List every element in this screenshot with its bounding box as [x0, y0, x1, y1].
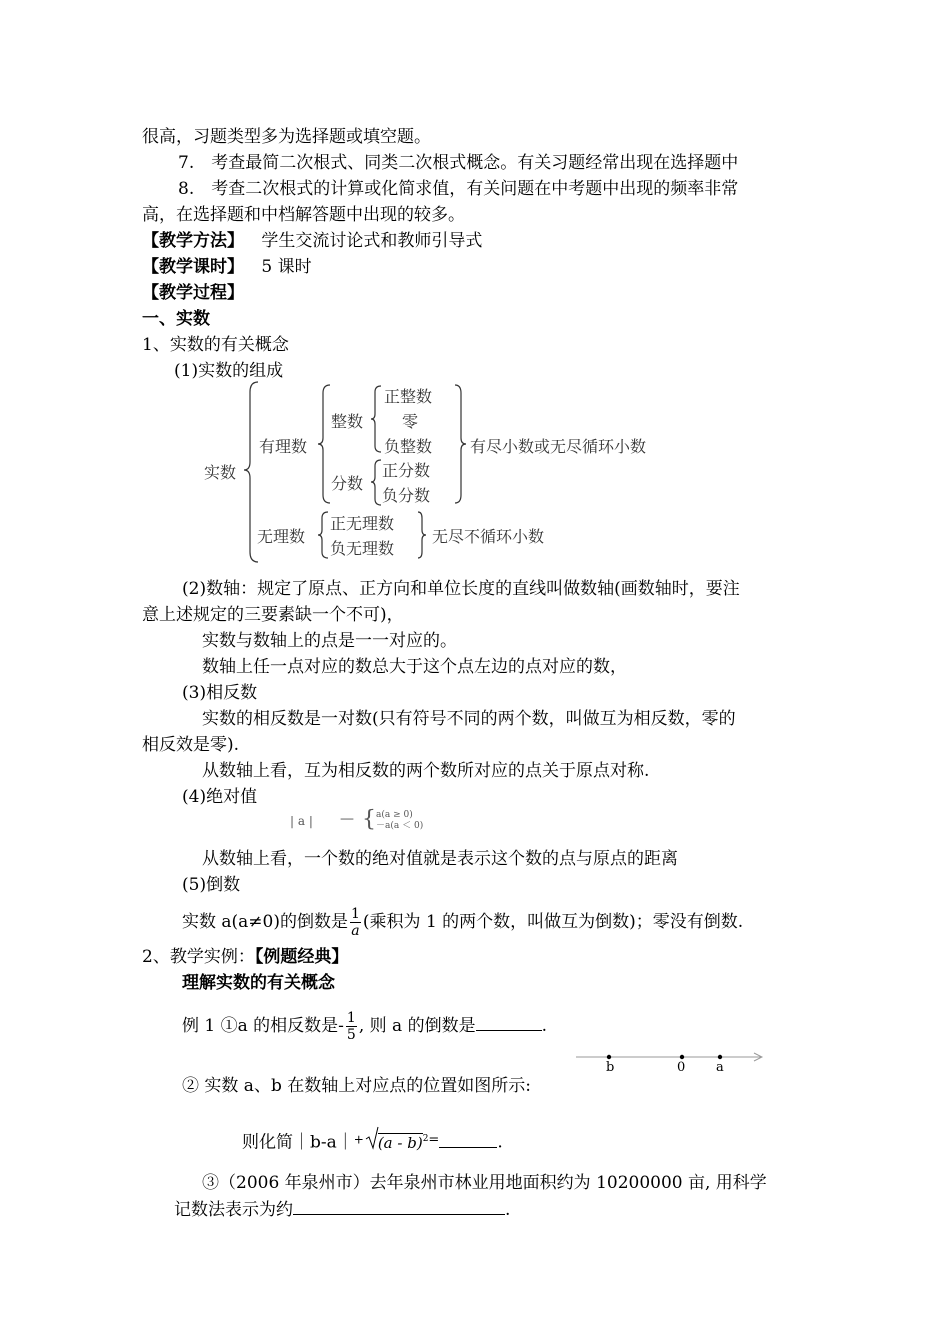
method-value: 学生交流讨论式和教师引导式 — [261, 231, 483, 251]
ex1-pre: 例 1 ①a 的相反数是- — [182, 1016, 344, 1036]
point-0 — [680, 1055, 684, 1059]
ex2-simplify-pre: 则化简 — [242, 1132, 293, 1153]
abs-dash: — — [340, 811, 354, 827]
ex2-abs: ｜b-a｜ — [293, 1132, 354, 1153]
opposite-title: (3)相反数 — [182, 683, 258, 703]
reciprocal-num: 1 — [351, 906, 360, 922]
tree-neg-frac: 负分数 — [382, 486, 431, 505]
section-1-subtitle: 1、实数的有关概念 — [142, 335, 289, 355]
opposite-line-2: 相反效是零). — [142, 735, 240, 755]
process-label: 【教学过程】 — [142, 283, 244, 303]
section-2-title-bold: 【例题经典】 — [254, 947, 349, 967]
ex1-post: , 则 a 的倒数是 — [358, 1016, 476, 1036]
section-1-item-1: (1)实数的组成 — [174, 361, 284, 381]
ex2-exponent: 2 — [422, 1134, 429, 1144]
ex1-den: 5 — [346, 1027, 356, 1043]
ex2-end: . — [497, 1132, 503, 1153]
tree-rational: 有理数 — [259, 437, 308, 456]
abs-bars: | a | — [290, 814, 313, 828]
ex2-answer-blank[interactable] — [439, 1129, 497, 1148]
reciprocal-den: a — [351, 923, 360, 939]
tree-pos-irr: 正无理数 — [330, 514, 395, 533]
tree-pos-frac: 正分数 — [382, 461, 431, 480]
intro-line-2: 7. 考查最简二次根式、同类二次根式概念。有关习题经常出现在选择题中 — [178, 153, 739, 173]
ex2-plus: + — [353, 1132, 364, 1147]
abs-case-1: a(a ≥ 0) — [376, 810, 413, 820]
tree-neg-int: 负整数 — [384, 437, 433, 456]
axis-line-1: (2)数轴：规定了原点、正方向和单位长度的直线叫做数轴(画数轴时，要注 — [182, 579, 740, 599]
number-line-label-a: a — [716, 1060, 724, 1075]
tree-rational-note: 有尽小数或无尽循环小数 — [470, 437, 647, 456]
example-3-line-2 — [174, 1196, 510, 1223]
reciprocal-title: (5)倒数 — [182, 875, 241, 895]
hours-label: 【教学课时】 — [142, 257, 244, 277]
example-2: ② 实数 a、b 在数轴上对应点的位置如图所示: — [182, 1076, 531, 1096]
section-2-title-pre: 2、教学实例： — [142, 947, 255, 967]
tree-zero: 零 — [402, 412, 419, 431]
tree-neg-irr: 负无理数 — [330, 539, 395, 558]
intro-line-4: 高，在选择题和中档解答题中出现的较多。 — [142, 205, 465, 225]
tree-irrational: 无理数 — [257, 527, 306, 546]
abs-case-2: －a(a ＜ 0) — [376, 821, 424, 831]
ex3-answer-blank[interactable] — [293, 1196, 505, 1215]
absolute-title: (4)绝对值 — [182, 787, 258, 807]
number-line-label-b: b — [606, 1060, 615, 1075]
ex1-end: . — [541, 1016, 548, 1036]
ex3-line2-text: 记数法表示为约 — [174, 1200, 293, 1220]
point-a — [718, 1055, 722, 1059]
section-1-title: 一、实数 — [142, 309, 210, 329]
ex2-radicand: (a - b) — [377, 1133, 423, 1152]
opposite-line-1: 实数的相反数是一对数(只有符号不同的两个数，叫做互为相反数，零的 — [202, 709, 736, 729]
ex2-sqrt — [366, 1126, 429, 1156]
tree-real: 实数 — [204, 463, 237, 482]
point-b — [607, 1055, 611, 1059]
tree-fraction: 分数 — [331, 474, 364, 493]
section-2-subtitle: 理解实数的有关概念 — [182, 973, 335, 993]
reciprocal-post: (乘积为 1 的两个数，叫做互为倒数)；零没有倒数. — [362, 912, 744, 932]
ex3-end: . — [505, 1200, 511, 1220]
ex2-eq: = — [428, 1132, 440, 1148]
tree-pos-int: 正整数 — [384, 387, 433, 406]
intro-line-1: 很高，习题类型多为选择题或填空题。 — [142, 127, 431, 147]
abs-brace: { — [362, 807, 376, 832]
absolute-line-1: 从数轴上看，一个数的绝对值就是表示这个数的点与原点的距离 — [202, 849, 678, 869]
method-label: 【教学方法】 — [142, 231, 244, 251]
intro-line-3: 8. 考查二次根式的计算或化简求值，有关问题在中考题中出现的频率非常 — [178, 179, 739, 199]
number-line-label-0: 0 — [677, 1060, 686, 1075]
axis-line-3: 实数与数轴上的点是一一对应的。 — [202, 631, 457, 651]
example-2-simplify — [242, 1126, 503, 1156]
tree-integer: 整数 — [331, 412, 364, 431]
example-3-line-1: ③（2006 年泉州市）去年泉州市林业用地面积约为 10200000 亩, 用科学 — [202, 1173, 767, 1193]
sqrt-sign — [366, 1126, 378, 1150]
ex1-num: 1 — [346, 1010, 356, 1026]
axis-line-4: 数轴上任一点对应的数总大于这个点左边的点对应的数， — [202, 657, 627, 677]
reciprocal-pre: 实数 a(a≠0)的倒数是 — [182, 912, 348, 932]
opposite-line-3: 从数轴上看，互为相反数的两个数所对应的点关于原点对称. — [202, 761, 650, 781]
axis-line-2: 意上述规定的三要素缺一个不可)， — [142, 605, 404, 625]
tree-irrational-note: 无尽不循环小数 — [432, 527, 545, 546]
hours-value: 5 课时 — [261, 257, 312, 277]
